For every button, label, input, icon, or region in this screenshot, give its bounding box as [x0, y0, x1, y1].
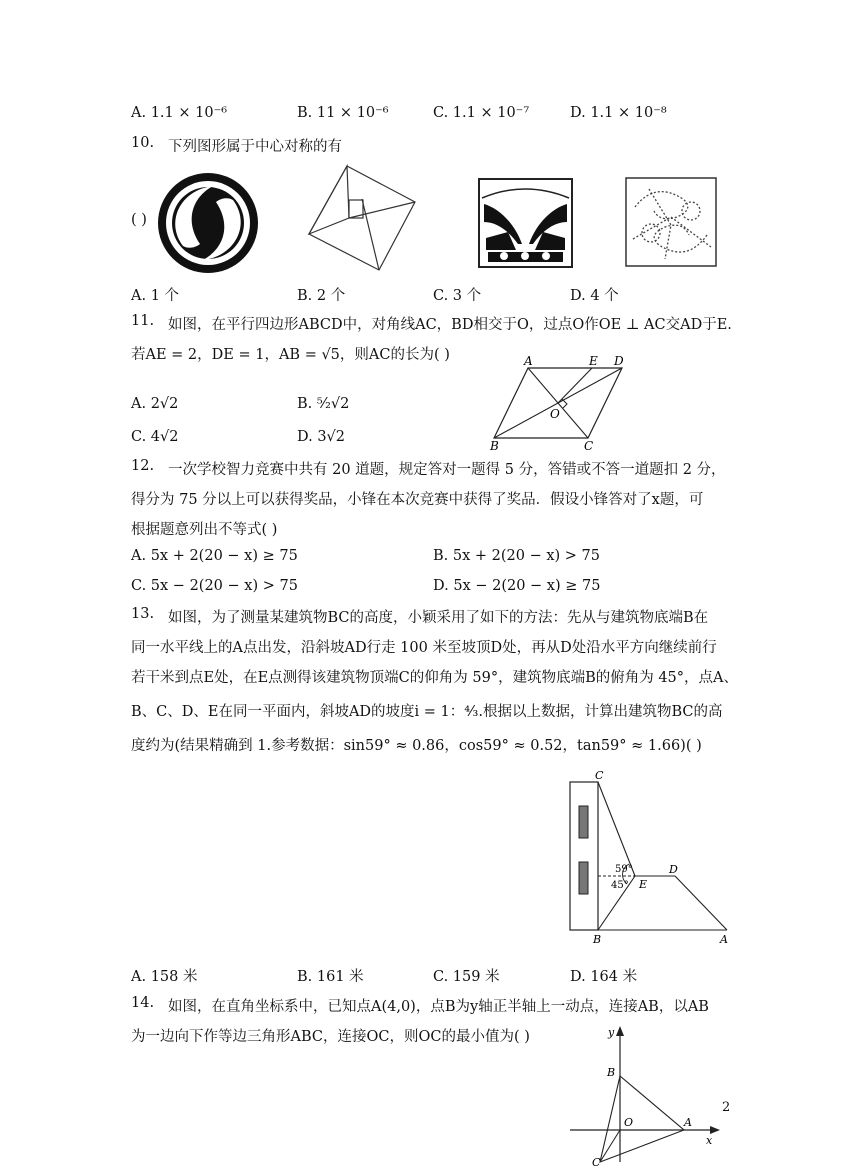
q13-option-c: C. 159 米 [433, 969, 500, 985]
q11-label-a: A [524, 354, 533, 368]
q14-label-y: y [608, 1026, 615, 1039]
q9-option-a: A. 1.1 × 10⁻⁶ [131, 105, 228, 121]
q13-line1: 如图，为了测量某建筑物BC的高度，小颖采用了如下的方法：先从与建筑物底端B在 [168, 610, 709, 626]
q13-line5: 度约为(结果精确到 1.参考数据：sin59° ≈ 0.86，cos59° ≈ 0.52，tan59° ≈ 1.66)( ) [131, 738, 702, 754]
q13-label-e: E [639, 878, 648, 891]
q11-label-c: C [584, 439, 594, 453]
q11-line2: 若AE = 2，DE = 1，AB = √5，则AC的长为( ) [131, 347, 450, 363]
q13-line4: B、C、D、E在同一平面内，斜坡AD的坡度i = 1：⁴⁄₃.根据以上数据，计算出建筑物BC的高 [131, 704, 723, 720]
q13-angle-59: 59° [615, 864, 633, 875]
q12-option-a: A. 5x + 2(20 − x) ≥ 75 [131, 548, 298, 564]
q10-figure-decorative-square [478, 178, 573, 268]
q11-label-b: B [490, 439, 499, 453]
q12-option-d: D. 5x − 2(20 − x) ≥ 75 [433, 578, 601, 594]
q12-option-c: C. 5x − 2(20 − x) > 75 [131, 578, 298, 594]
q13-label-c: C [595, 769, 604, 782]
q13-label-d: D [669, 863, 678, 876]
q10-option-c: C. 3 个 [433, 288, 482, 304]
q11-parallelogram-figure [488, 352, 628, 452]
q11-line1: 如图，在平行四边形ABCD中，对角线AC，BD相交于O，过点O作OE ⊥ AC交AD于E. [168, 317, 732, 333]
q10-text: 下列图形属于中心对称的有 [168, 139, 342, 155]
q9-option-b: B. 11 × 10⁻⁶ [297, 105, 389, 121]
q14-number: 14. [131, 995, 155, 1011]
q13-line2: 同一水平线上的A点出发，沿斜坡AD行走 100 米至坡顶D处，再从D处沿水平方向继续前行 [131, 640, 717, 656]
q10-paren: ( ) [131, 212, 147, 228]
q14-label-o: O [624, 1116, 634, 1129]
q12-number: 12. [131, 458, 155, 474]
q11-option-d: D. 3√2 [297, 429, 346, 445]
q14-label-x: x [706, 1134, 713, 1147]
q10-option-b: B. 2 个 [297, 288, 346, 304]
q12-line2: 得分为 75 分以上可以获得奖品，小锋在本次竞赛中获得了奖品．假设小锋答对了x题，可 [131, 492, 704, 508]
q12-option-b: B. 5x + 2(20 − x) > 75 [433, 548, 600, 564]
q13-line3: 若干米到点E处，在E点测得该建筑物顶端C的仰角为 59°，建筑物底端B的俯角为 45°，点A、 [131, 670, 739, 686]
q14-label-a: A [684, 1116, 692, 1129]
q13-option-b: B. 161 米 [297, 969, 364, 985]
q13-number: 13. [131, 606, 155, 622]
q11-label-e: E [589, 354, 598, 368]
q13-angle-45: 45° [611, 880, 629, 891]
q12-line3: 根据题意列出不等式( ) [131, 522, 278, 538]
q12-line1: 一次学校智力竞赛中共有 20 道题，规定答对一题得 5 分，答错或不答一道题扣 2 分， [168, 462, 726, 478]
q14-line2: 为一边向下作等边三角形ABC，连接OC，则OC的最小值为( ) [131, 1029, 530, 1045]
q11-option-c: C. 4√2 [131, 429, 179, 445]
q14-label-c: C [592, 1156, 601, 1167]
q10-option-a: A. 1 个 [131, 288, 180, 304]
q10-option-d: D. 4 个 [570, 288, 619, 304]
q14-coordinate-figure [568, 1022, 731, 1167]
q13-label-b: B [593, 933, 602, 946]
q11-option-b: B. ⁵⁄₂√2 [297, 396, 350, 412]
q10-figure-dotted-square [625, 177, 717, 267]
q10-figure-circle-emblem [155, 172, 261, 274]
q9-option-c: C. 1.1 × 10⁻⁷ [433, 105, 530, 121]
q11-number: 11. [131, 313, 155, 329]
q14-label-b: B [607, 1066, 616, 1079]
q14-line1: 如图，在直角坐标系中，已知点A(4,0)，点B为y轴正半轴上一动点，连接AB，以AB [168, 999, 709, 1015]
q11-label-d: D [614, 354, 624, 368]
q13-label-a: A [720, 933, 728, 946]
q13-option-d: D. 164 米 [570, 969, 638, 985]
q10-figure-pinwheel-square [305, 164, 417, 272]
q9-option-d: D. 1.1 × 10⁻⁸ [570, 105, 667, 121]
q10-number: 10. [131, 135, 155, 151]
q11-label-o: O [550, 407, 560, 421]
q11-option-a: A. 2√2 [131, 396, 179, 412]
q13-option-a: A. 158 米 [131, 969, 198, 985]
page-number: 2 [722, 1100, 731, 1115]
q13-building-figure [565, 768, 735, 948]
